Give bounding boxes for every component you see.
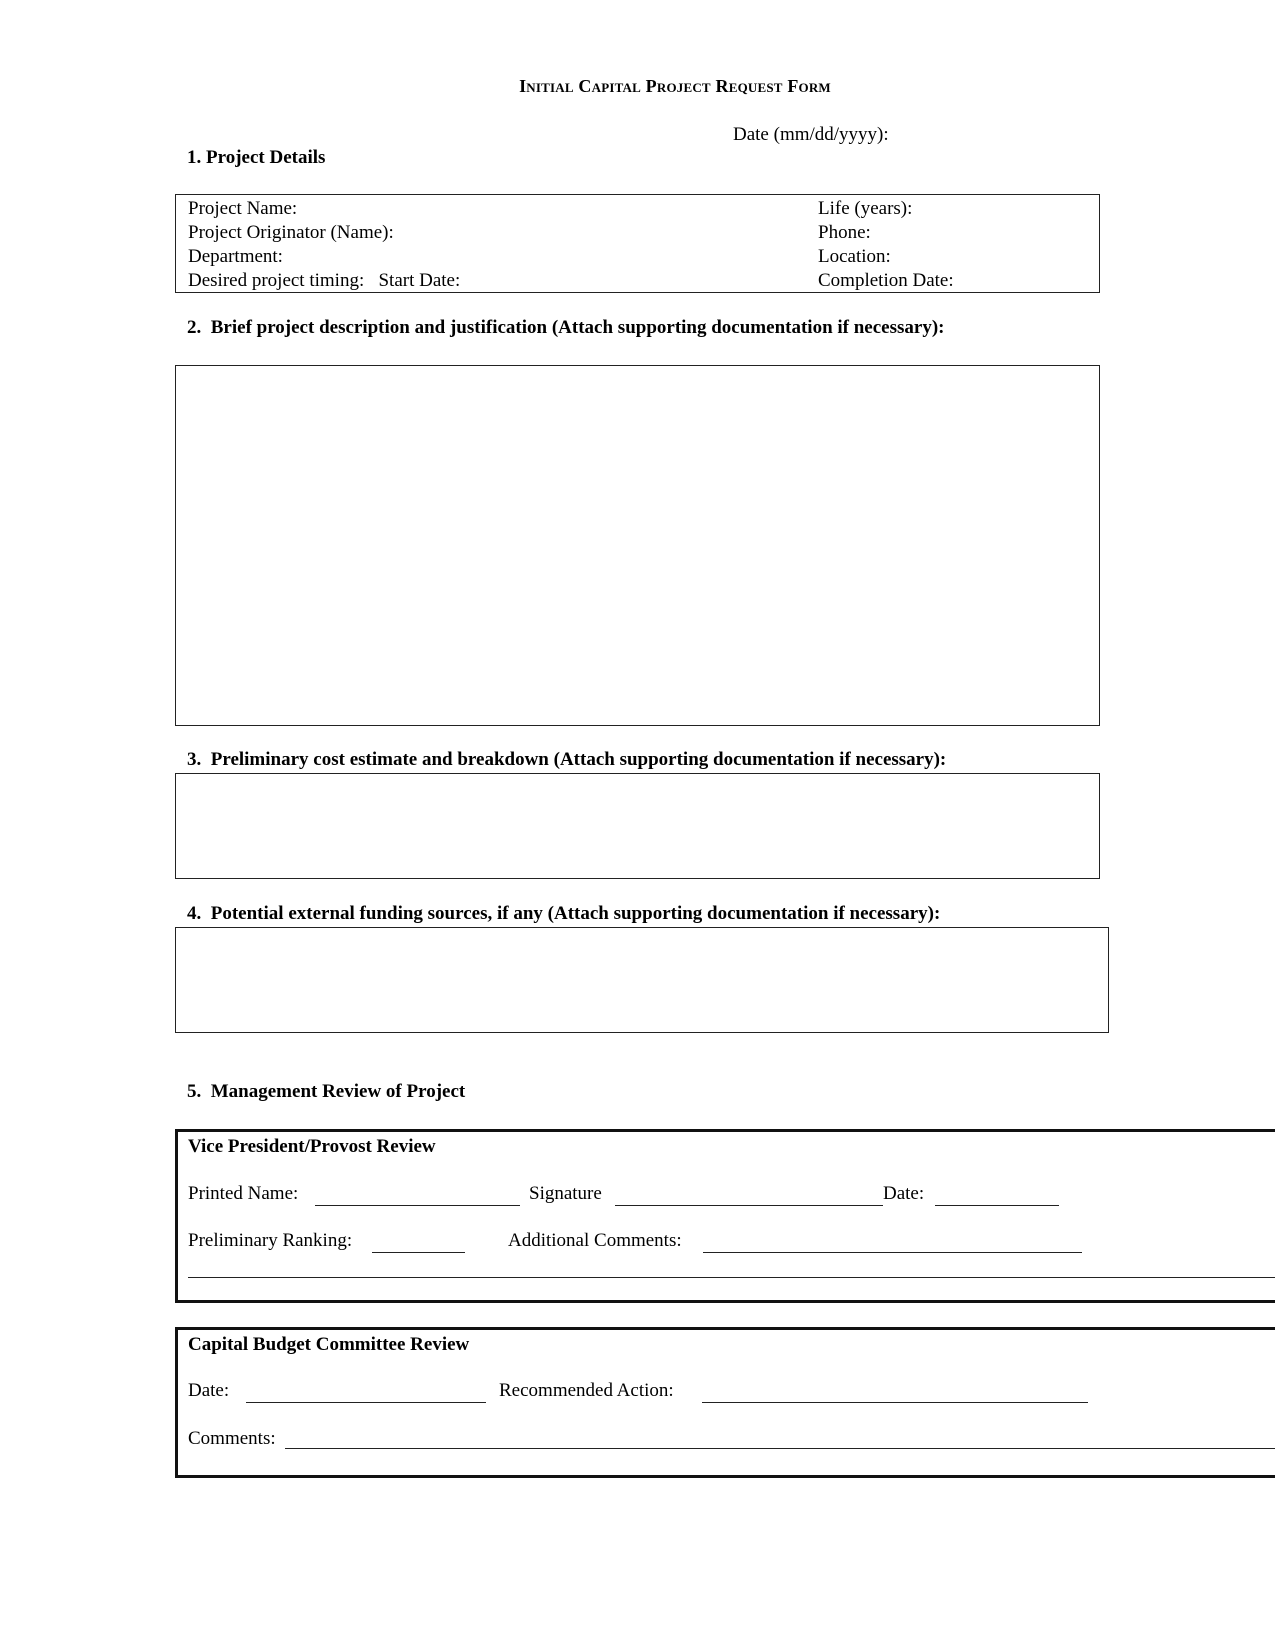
- location-label: Location:: [818, 246, 891, 267]
- vp-review-title: Vice President/Provost Review: [188, 1136, 436, 1157]
- section-1-heading: 1. Project Details: [187, 147, 326, 168]
- committee-review-title: Capital Budget Committee Review: [188, 1334, 470, 1355]
- committee-date-line[interactable]: [246, 1402, 486, 1403]
- vp-review-box: [175, 1129, 1275, 1303]
- preliminary-ranking-label: Preliminary Ranking:: [188, 1230, 353, 1251]
- committee-comments-line[interactable]: [285, 1448, 1275, 1449]
- recommended-action-label: Recommended Action:: [499, 1380, 674, 1401]
- section-4-heading: 4. Potential external funding sources, if any (Attach supporting documentation if necessary):: [187, 903, 941, 924]
- committee-comments-label: Comments:: [188, 1428, 276, 1449]
- date-label: Date (mm/dd/yyyy):: [733, 124, 889, 145]
- section-5-heading: 5. Management Review of Project: [187, 1081, 466, 1102]
- cost-estimate-box[interactable]: [175, 773, 1100, 879]
- signature-label: Signature: [529, 1183, 602, 1204]
- preliminary-ranking-line[interactable]: [372, 1252, 465, 1253]
- description-box[interactable]: [175, 365, 1100, 726]
- additional-comments-line-2[interactable]: [188, 1277, 1275, 1278]
- additional-comments-label: Additional Comments:: [508, 1230, 682, 1251]
- project-originator-label: Project Originator (Name):: [188, 222, 394, 243]
- funding-sources-box[interactable]: [175, 927, 1109, 1033]
- start-date-label: Desired project timing: Start Date:: [188, 270, 461, 291]
- vp-date-line[interactable]: [935, 1205, 1059, 1206]
- project-name-label: Project Name:: [188, 198, 298, 219]
- life-years-label: Life (years):: [818, 198, 913, 219]
- project-details-right-fields: [818, 197, 954, 293]
- project-details-box: [175, 194, 1100, 293]
- section-3-heading: 3. Preliminary cost estimate and breakdown (Attach supporting documentation if necessary):: [187, 749, 947, 770]
- form-title: Initial Capital Project Request Form: [519, 76, 831, 96]
- phone-label: Phone:: [818, 222, 871, 243]
- signature-line[interactable]: [615, 1205, 883, 1206]
- printed-name-line[interactable]: [315, 1205, 520, 1206]
- section-2-heading: 2. Brief project description and justification (Attach supporting documentation if necessary):: [187, 317, 945, 338]
- printed-name-label: Printed Name:: [188, 1183, 299, 1204]
- completion-date-label: Completion Date:: [818, 270, 954, 291]
- recommended-action-line[interactable]: [702, 1402, 1088, 1403]
- department-label: Department:: [188, 246, 283, 267]
- project-details-left-fields: [188, 197, 460, 293]
- committee-date-label: Date:: [188, 1380, 230, 1401]
- additional-comments-line[interactable]: [703, 1252, 1082, 1253]
- committee-review-box: [175, 1327, 1275, 1478]
- vp-date-label: Date:: [883, 1183, 925, 1204]
